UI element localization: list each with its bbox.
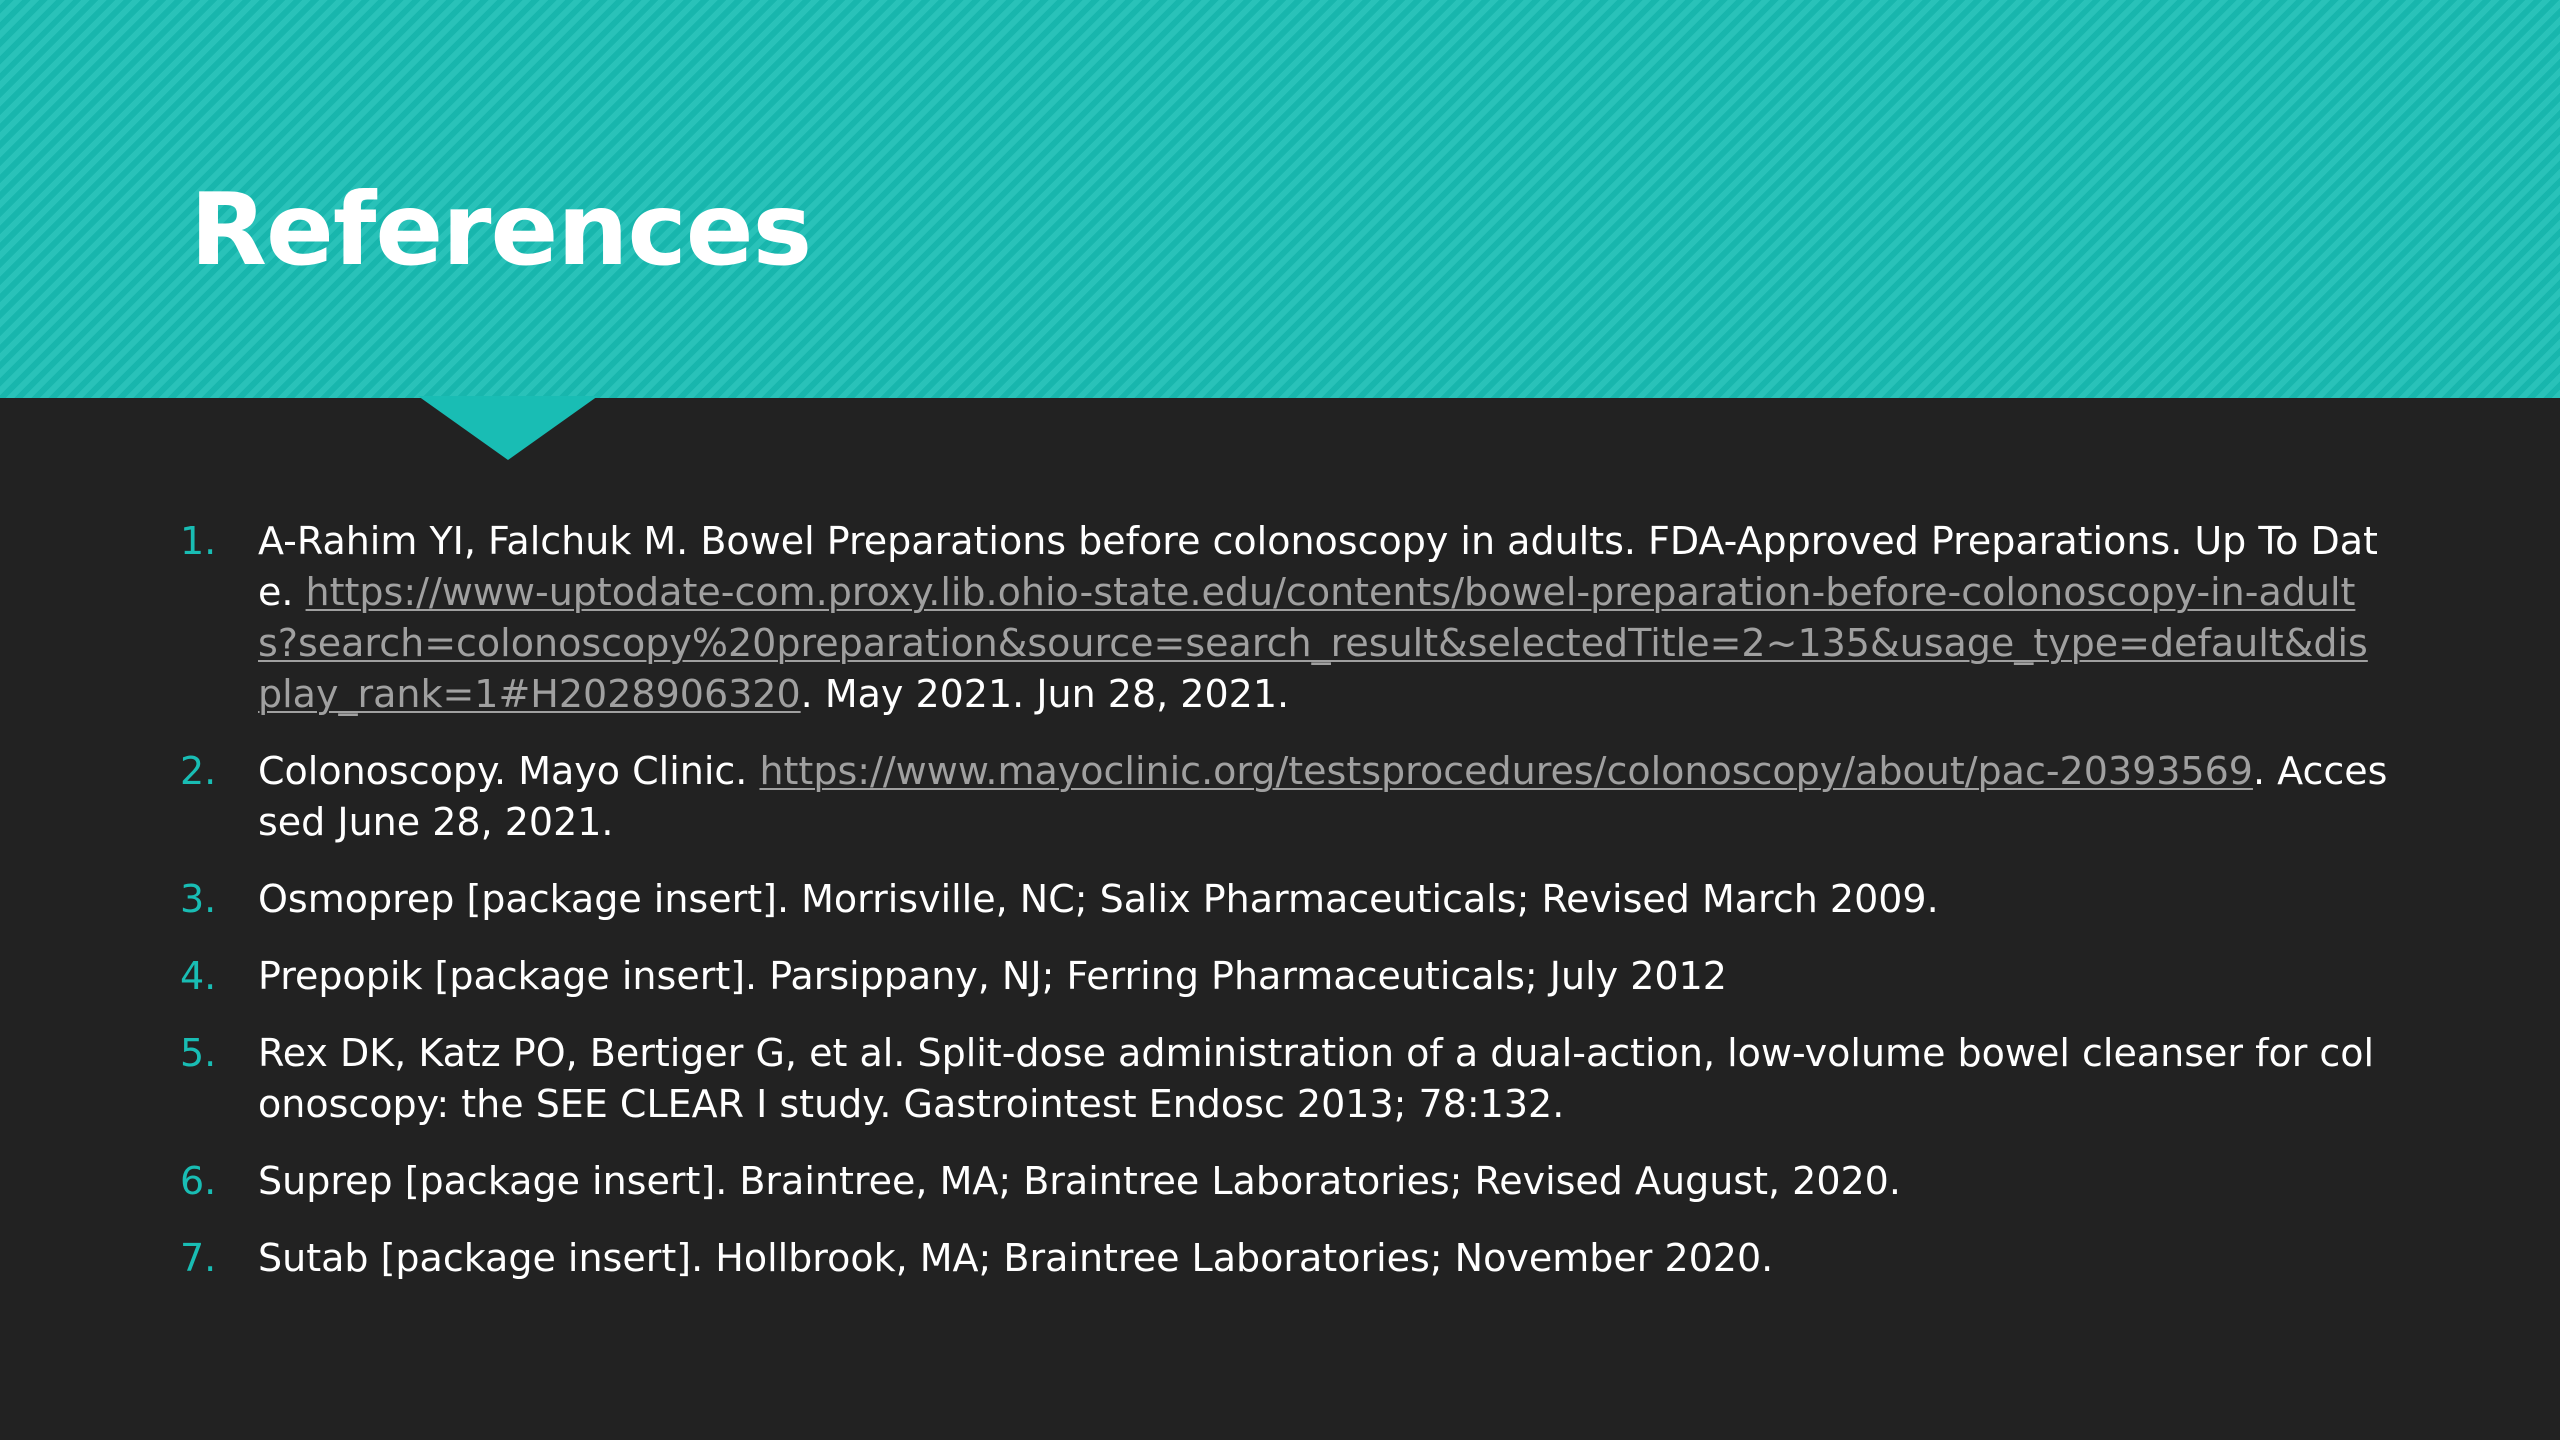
reference-number: 6. — [180, 1159, 217, 1203]
reference-number: 2. — [180, 749, 217, 793]
reference-number: 7. — [180, 1236, 217, 1280]
reference-text: Suprep [package insert]. Braintree, MA; Braintree Laboratories; Revised August, 2020. — [258, 1159, 1901, 1203]
reference-number: 3. — [180, 877, 217, 921]
reference-link[interactable]: https://www.mayoclinic.org/testsprocedures/colonoscopy/about/pac-20393569 — [759, 749, 2253, 793]
reference-item — [180, 1233, 2390, 1284]
reference-number: 1. — [180, 519, 217, 563]
reference-text: Sutab [package insert]. Hollbrook, MA; Braintree Laboratories; November 2020. — [258, 1236, 1774, 1280]
reference-item — [180, 951, 2390, 1002]
reference-item — [180, 1028, 2390, 1130]
reference-number: 4. — [180, 954, 217, 998]
reference-text-after: . Accessed June 28, 2021. — [258, 749, 2388, 844]
reference-text — [258, 516, 2390, 720]
reference-number: 5. — [180, 1031, 217, 1075]
reference-text-before: A-Rahim YI, Falchuk M. Bowel Preparations before colonoscopy in adults. FDA-Approved Preparations. Up To Date. — [258, 519, 2378, 614]
page-title: References — [190, 171, 812, 288]
reference-text-after: . May 2021. Jun 28, 2021. — [800, 672, 1290, 716]
reference-item — [180, 516, 2390, 720]
reference-text: Osmoprep [package insert]. Morrisville, NC; Salix Pharmaceuticals; Revised March 2009. — [258, 877, 1939, 921]
reference-text-before: Colonoscopy. Mayo Clinic. — [258, 749, 760, 793]
reference-text: Prepopik [package insert]. Parsippany, NJ; Ferring Pharmaceuticals; July 2012 — [258, 954, 1727, 998]
reference-item — [180, 746, 2390, 848]
reference-text — [258, 746, 2390, 848]
reference-link[interactable]: https://www-uptodate-com.proxy.lib.ohio-state.edu/contents/bowel-preparation-before-colonoscopy-in-adults?search=colonoscopy%20preparation&source=search_result&selectedTitle=2~135&usage_type=default&display_rank=1#H2028906320 — [258, 570, 2368, 716]
reference-item — [180, 1156, 2390, 1207]
header-notch — [418, 396, 598, 460]
reference-item — [180, 874, 2390, 925]
reference-list — [180, 516, 2390, 1310]
reference-text: Rex DK, Katz PO, Bertiger G, et al. Split-dose administration of a dual-action, low-volume bowel cleanser for colonoscopy: the SEE CLEAR I study. Gastrointest Endosc 2013; 78:132. — [258, 1031, 2375, 1126]
